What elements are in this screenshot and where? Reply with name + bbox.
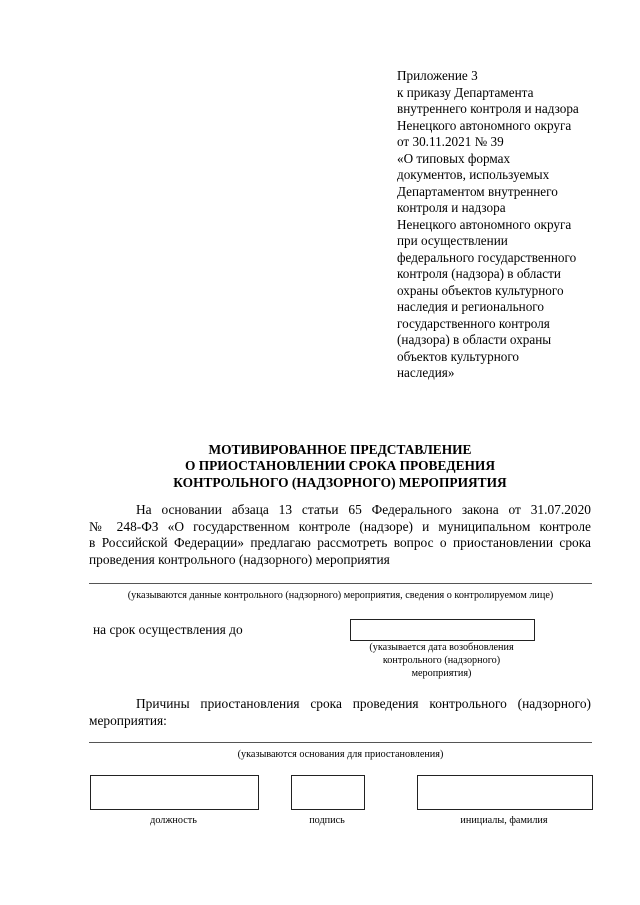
event-data-line[interactable] bbox=[89, 583, 592, 584]
appendix-line: Департаментом внутреннего bbox=[397, 183, 558, 199]
term-date-field[interactable] bbox=[350, 619, 535, 641]
title-line: МОТИВИРОВАННОЕ ПРЕДСТАВЛЕНИЕ bbox=[208, 442, 472, 457]
appendix-block bbox=[397, 68, 617, 382]
appendix-line: наследия» bbox=[397, 365, 455, 380]
reasons-line: мероприятия: bbox=[89, 712, 167, 728]
appendix-line: контроля и надзора bbox=[397, 200, 506, 215]
term-label: на срок осуществления до bbox=[93, 622, 243, 637]
appendix-line: (надзора) в области охраны bbox=[397, 332, 552, 347]
appendix-line: федерального государственного bbox=[397, 249, 577, 265]
full-name-field[interactable] bbox=[417, 775, 593, 810]
event-data-caption: (указываются данные контрольного (надзорного) мероприятия, сведения о контролируемом лице) bbox=[127, 590, 554, 601]
intro-line: № 248-ФЗ «О государственном контроле (надзоре) и муниципальном контроле bbox=[89, 518, 591, 534]
reasons-caption: (указываются основания для приостановления) bbox=[237, 749, 444, 760]
appendix-line: при осуществлении bbox=[397, 233, 508, 248]
intro-line: в Российской Федерации» предлагаю рассмотреть вопрос о приостановлении срока bbox=[89, 535, 591, 550]
title-line: О ПРИОСТАНОВЛЕНИИ СРОКА ПРОВЕДЕНИЯ bbox=[184, 458, 496, 474]
intro-paragraph bbox=[89, 502, 591, 568]
document-title bbox=[90, 442, 590, 491]
term-caption-line: мероприятия) bbox=[411, 668, 472, 679]
signature-field[interactable] bbox=[291, 775, 365, 810]
reasons-line-field[interactable] bbox=[89, 742, 592, 743]
appendix-line: «О типовых формах bbox=[397, 150, 511, 166]
appendix-line: охраны объектов культурного bbox=[397, 282, 564, 298]
reasons-line: Причины приостановления срока проведения контрольного (надзорного) bbox=[136, 696, 591, 711]
appendix-line: наследия и регионального bbox=[397, 299, 544, 314]
appendix-line: внутреннего контроля и надзора bbox=[397, 101, 579, 116]
appendix-line: государственного контроля bbox=[397, 315, 550, 331]
appendix-line: Ненецкого автономного округа bbox=[397, 216, 572, 232]
appendix-line: Приложение 3 bbox=[397, 68, 478, 83]
appendix-line: от 30.11.2021 № 39 bbox=[397, 134, 504, 149]
appendix-line: к приказу Департамента bbox=[397, 84, 534, 100]
full-name-label: инициалы, фамилия bbox=[460, 815, 548, 826]
signature-label: подпись bbox=[309, 815, 345, 826]
appendix-line: Ненецкого автономного округа bbox=[397, 117, 572, 133]
position-field[interactable] bbox=[90, 775, 259, 810]
position-label: должность bbox=[150, 815, 197, 826]
term-caption-line: (указывается дата возобновления bbox=[369, 642, 514, 653]
term-caption-line: контрольного (надзорного) bbox=[382, 655, 501, 666]
intro-line: На основании абзаца 13 статьи 65 Федерального закона от 31.07.2020 bbox=[136, 502, 591, 517]
reasons-paragraph bbox=[89, 696, 591, 729]
intro-line: проведения контрольного (надзорного) мероприятия bbox=[89, 551, 390, 567]
appendix-line: контроля (надзора) в области bbox=[397, 266, 561, 281]
term-date-caption bbox=[350, 641, 533, 680]
title-line: КОНТРОЛЬНОГО (НАДЗОРНОГО) МЕРОПРИЯТИЯ bbox=[173, 474, 507, 490]
appendix-line: документов, используемых bbox=[397, 167, 550, 182]
appendix-line: объектов культурного bbox=[397, 348, 520, 364]
